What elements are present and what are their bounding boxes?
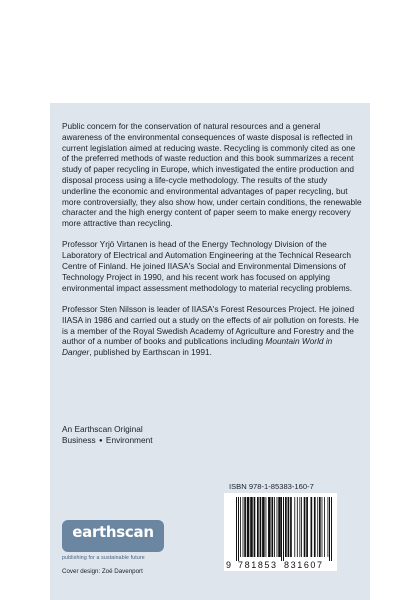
barcode-bar xyxy=(285,497,287,557)
barcode-guard-bar xyxy=(329,497,330,561)
barcode-bar xyxy=(243,497,244,557)
blurb-paragraph-summary: Public concern for the conservation of natural resources and a general awareness of the environmental consequences of waste disposal is reflected in current legislation aimed at reducing waste. Recycling is commonly cited as one of the preferred methods of waste reduction and this book summarizes a recent study of paper recycling in Europe, which investigated the entire production and disposal process using a life-cycle methodology. The results of the study underline the economic and environmental advantages of paper recycling, but more controversially, they also show how, under certain conditions, the renewable character and the high energy content of paper seem to make energy recovery more attractive than recycling. xyxy=(62,121,362,229)
nilsson-bio-text: Professor Sten Nilsson is leader of IIASA's Forest Resources Project. He joined IIASA in 1986 and carried out a study on the effects of air pollution on forests. He is a member of the Royal Swedish Academy of Agriculture and Forestry and the author of a number of books and publications including xyxy=(62,303,359,347)
blurb-paragraph-author-virtanen: Professor Yrjö Virtanen is head of the Energy Technology Division of the Laboratory of Electrical and Automation Engineering at the Technical Research Centre of Finland. He joined IIASA's Social and Environmental Dimensions of Technology Project in 1990, and his recent work has focused on applying environmental impact assessment methodology to material recycling problems. xyxy=(62,239,353,293)
barcode-bar xyxy=(260,497,262,557)
barcode-bar xyxy=(240,497,241,557)
barcode-bar xyxy=(319,497,321,557)
imprint xyxy=(62,424,153,448)
barcode-bar xyxy=(290,497,292,557)
barcode-guard-bar xyxy=(236,497,237,561)
barcode-bar xyxy=(271,497,273,557)
barcode-bars xyxy=(236,497,332,561)
barcode xyxy=(224,493,337,571)
barcode-bar xyxy=(266,497,267,557)
barcode-bar xyxy=(254,497,256,557)
barcode-digits-left: 781853 xyxy=(238,560,278,570)
barcode-bar xyxy=(262,497,265,557)
book-title-reference: Mountain World in Danger xyxy=(62,336,333,358)
barcode-bar xyxy=(322,497,323,557)
subject-categories xyxy=(62,435,153,448)
barcode-bar xyxy=(268,497,271,557)
bullet-separator: ● xyxy=(98,438,103,444)
barcode-bar xyxy=(306,497,308,557)
category-environment: Environment xyxy=(105,435,153,445)
barcode-bar xyxy=(250,497,253,557)
barcode-guard-bar xyxy=(331,497,332,561)
barcode-guard-bar xyxy=(281,497,282,561)
barcode-guard-bar xyxy=(238,497,239,561)
barcode-bar xyxy=(311,497,313,557)
barcode-bar xyxy=(324,497,325,557)
barcode-digit-first: 9 xyxy=(226,560,232,570)
imprint-line: An Earthscan Original xyxy=(62,424,143,434)
logo-tagline: publishing for a sustainable future xyxy=(62,555,145,561)
logo-wordmark: earthscan xyxy=(72,523,154,541)
earthscan-logo xyxy=(62,520,164,552)
barcode-guard-bar xyxy=(283,497,284,561)
barcode-bar xyxy=(247,497,250,557)
barcode-graphic xyxy=(224,493,337,571)
barcode-bar xyxy=(244,497,246,557)
isbn-number: ISBN 978-1-85383-160-7 xyxy=(229,482,314,491)
blurb-paragraph-author-nilsson xyxy=(62,304,362,358)
barcode-bar xyxy=(301,497,302,557)
barcode-digits-right: 831607 xyxy=(284,560,324,570)
barcode-bar xyxy=(297,497,298,557)
barcode-bar xyxy=(278,497,281,557)
barcode-bar xyxy=(317,497,318,557)
barcode-bar xyxy=(328,497,329,557)
barcode-bar xyxy=(314,497,316,557)
cover-design-credit: Cover design: Zoë Davenport xyxy=(62,568,143,575)
blurb xyxy=(62,121,362,358)
barcode-bar xyxy=(288,497,290,557)
nilsson-bio-end: , published by Earthscan in 1991. xyxy=(89,347,212,358)
barcode-bar xyxy=(277,497,278,557)
barcode-bar xyxy=(294,497,295,557)
barcode-bar xyxy=(274,497,275,557)
barcode-bar xyxy=(304,497,306,557)
barcode-bar xyxy=(299,497,300,557)
category-business: Business xyxy=(62,435,96,445)
barcode-bar xyxy=(257,497,259,557)
